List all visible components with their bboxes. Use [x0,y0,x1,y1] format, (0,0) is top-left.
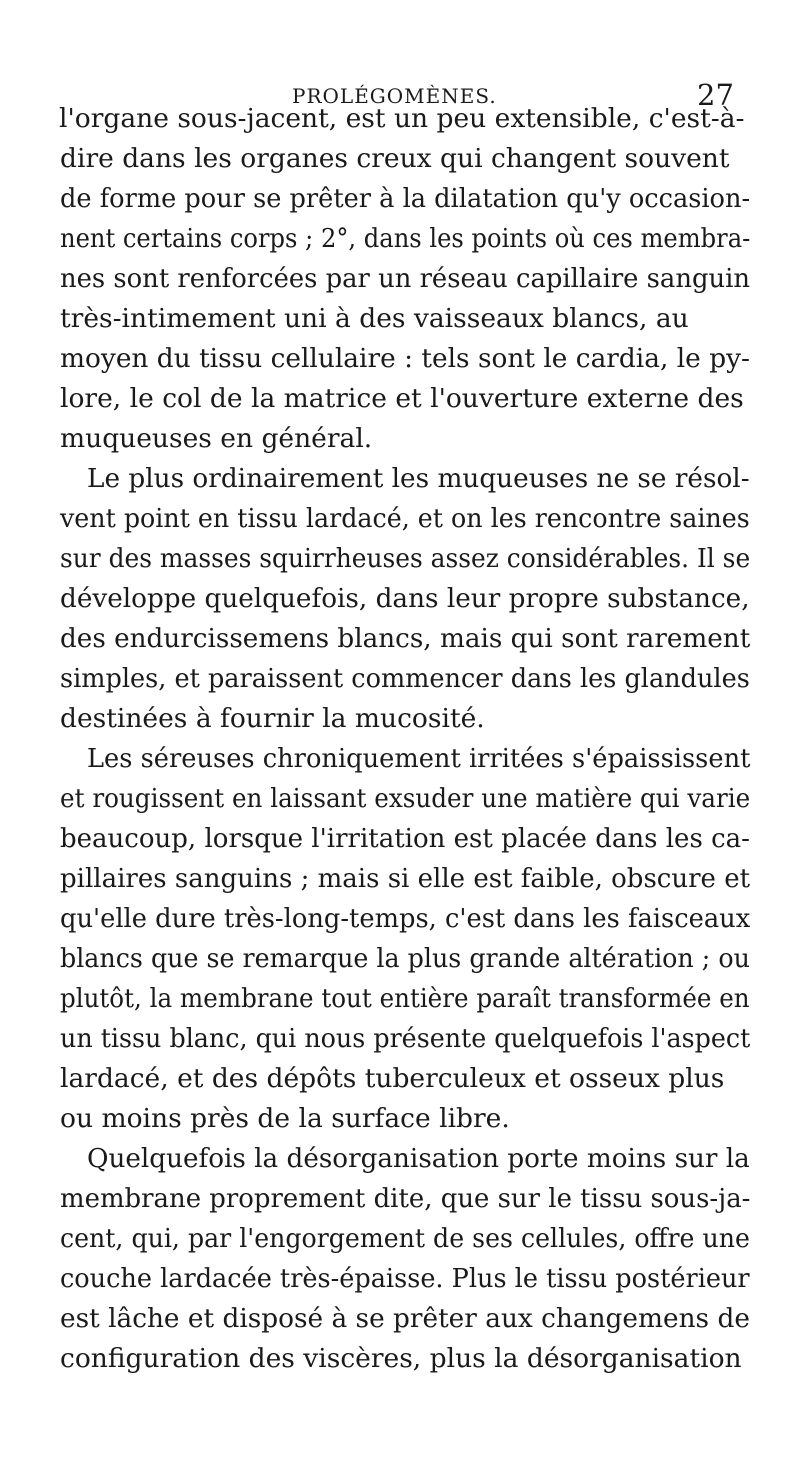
text-line: nes sont renforcées par un réseau capillaire sanguin [60,263,751,294]
text-line: dire dans les organes creux qui changent souvent [60,143,730,174]
text-line: blancs que se remarque la plus grande altération ; ou [60,943,750,974]
paragraph-start-line: Le plus ordinairement les muqueuses ne se résol- [87,463,750,494]
text-line: et rougissent en laissant exsuder une matière qui varie [60,783,751,814]
paragraph-start-line: Les séreuses chroniquement irritées s'épaississent [87,743,751,774]
text-line: de forme pour se prêter à la dilatation qu'y occasion- [60,183,751,214]
text-line: couche lardacée très-épaisse. Plus le tissu postérieur [60,1263,750,1294]
text-line: cent, qui, par l'engorgement de ses cellules, offre une [60,1223,750,1254]
text-line: qu'elle dure très-long-temps, c'est dans les faisceaux [60,903,751,934]
text-line: destinées à fournir la mucosité. [60,703,485,734]
text-line: lore, le col de la matrice et l'ouverture externe des [60,383,744,414]
text-line: est lâche et disposé à se prêter aux changemens de [60,1303,750,1334]
page-header [0,62,800,112]
text-line: plutôt, la membrane tout entière paraît transformée en [60,983,750,1014]
text-line: sur des masses squirrheuses assez considérables. Il se [60,543,751,574]
page-number: 27 [697,78,734,112]
text-line: simples, et paraissent commencer dans les glandules [60,663,750,694]
text-line: très-intimement uni à des vaisseaux blancs, au [60,303,689,334]
text-line: configuration des viscères, plus la désorganisation [60,1343,742,1374]
text-line: vent point en tissu lardacé, et on les rencontre saines [60,503,750,534]
text-line: développe quelquefois, dans leur propre substance, [60,583,750,614]
text-line: membrane proprement dite, que sur le tissu sous-ja- [60,1183,751,1214]
running-head: PROLÉGOMÈNES. [292,84,497,108]
text-line: l'organe sous-jacent, est un peu extensible, c'est-à- [59,103,745,134]
text-line: un tissu blanc, qui nous présente quelquefois l'aspect [60,1023,751,1054]
text-line: nent certains corps ; 2°, dans les points où ces membra- [60,223,751,254]
text-line: lardacé, et des dépôts tuberculeux et osseux plus [60,1063,725,1094]
text-line: des endurcissemens blancs, mais qui sont rarement [60,623,751,654]
text-line: moyen du tissu cellulaire : tels sont le cardia, le py- [60,343,750,374]
text-line: muqueuses en général. [60,423,373,454]
text-line: beaucoup, lorsque l'irritation est placée dans les ca- [60,823,750,854]
text-line: ou moins près de la surface libre. [60,1103,510,1134]
paragraph-start-line: Quelquefois la désorganisation porte moins sur la [87,1143,750,1174]
text-line: pillaires sanguins ; mais si elle est faible, obscure et [60,863,751,894]
